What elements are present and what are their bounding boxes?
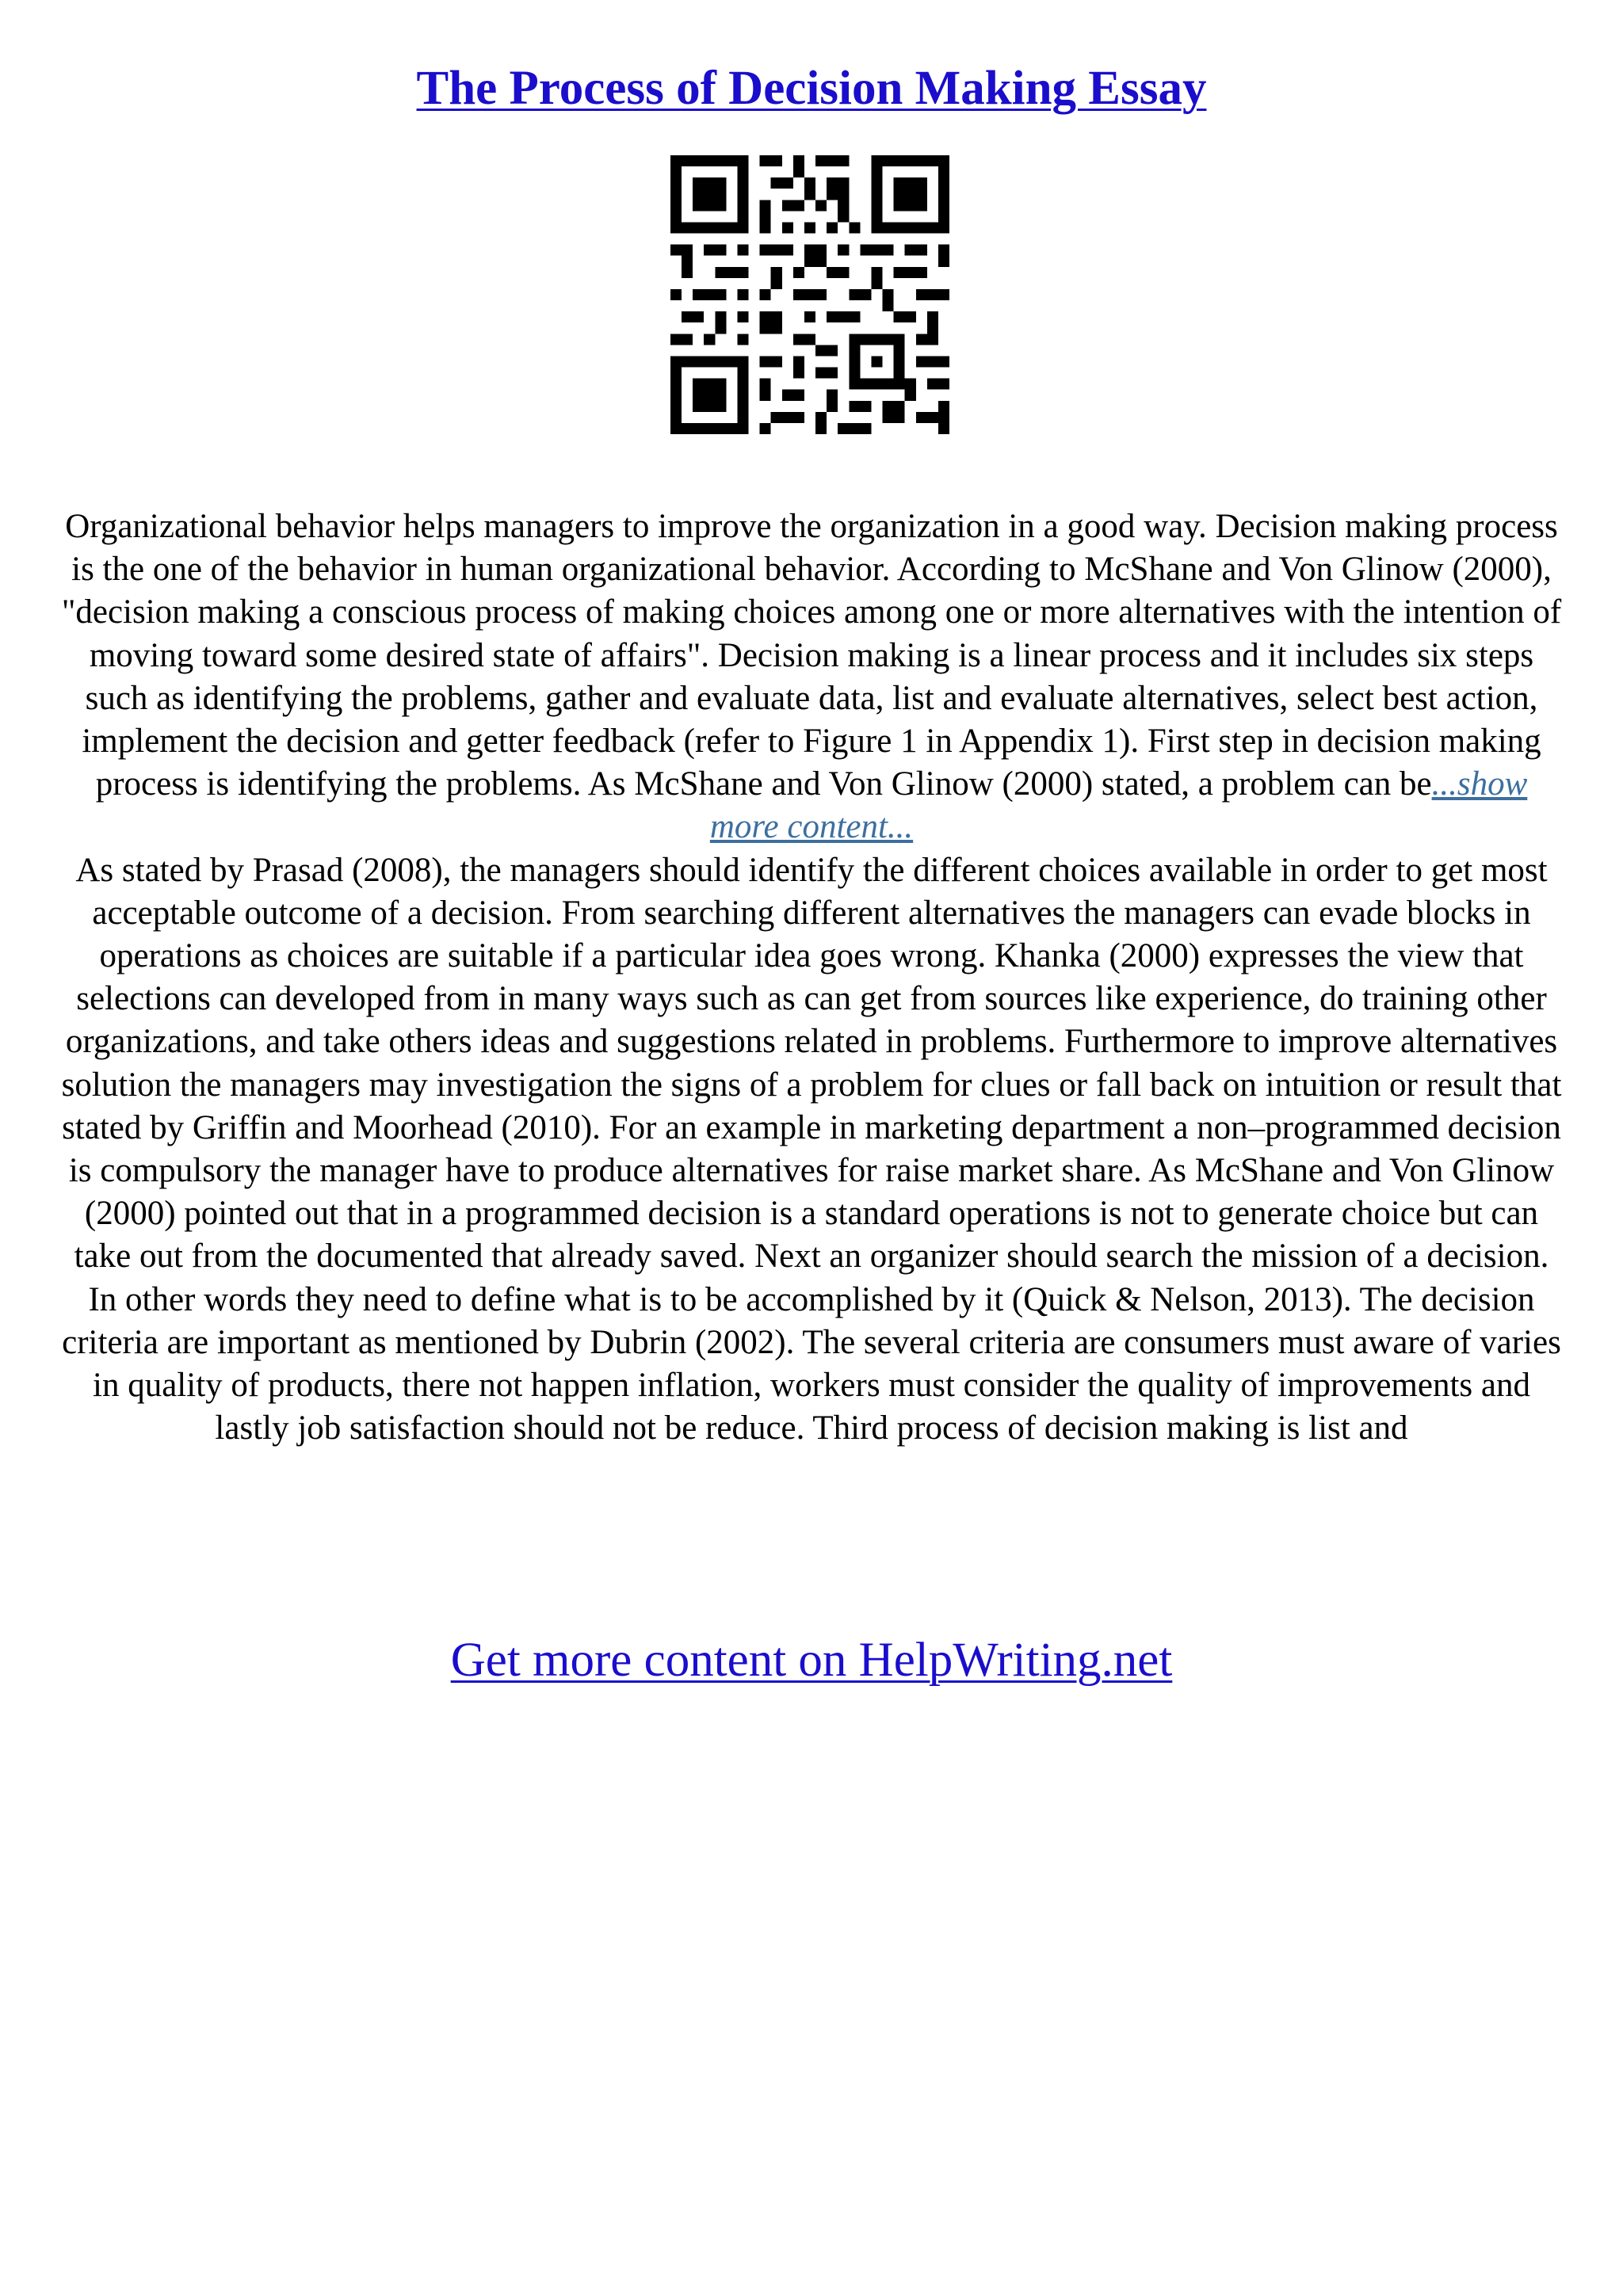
footer: [0, 1630, 1623, 1691]
get-more-content-link[interactable]: Get more content on HelpWriting.net: [450, 1634, 1173, 1687]
essay-excerpt: [57, 505, 1566, 1450]
paragraph-1-text: Organizational behavior helps managers to improve the organization in a good way. Decision making process is the one of the behavior in human organizational behavior. According to McShane and Von Glinow (2000), "decision making a conscious process of making choices among one or more alternatives with the intention of moving toward some desired state of affairs". Decision making is a linear process and it includes six steps such as identifying the problems, gather and evaluate data, list and evaluate alternatives, select best action, implement the decision and getter feedback (refer to Figure 1 in Appendix 1). First step in decision making process is identifying the problems. As McShane and Von Glinow (2000) stated, a problem can be: [61, 508, 1562, 803]
paragraph-2: As stated by Prasad (2008), the managers should identify the different choices available in order to get most acceptable outcome of a decision. From searching different alternatives the managers can evade blocks in operations as choices are suitable if a particular idea goes wrong. Khanka (2000) expresses the view that selections can developed from in many ways such as can get from sources like experience, do training other organizations, and take others ideas and suggestions related in problems. Furthermore to improve alternatives solution the managers may investigation the signs of a problem for clues or fall back on intuition or result that stated by Griffin and Moorhead (2010). For an example in marketing department a non–programmed decision is compulsory the manager have to produce alternatives for raise market share. As McShane and Von Glinow (2000) pointed out that in a programmed decision is a standard operations is not to generate choice but can take out from the documented that already saved. Next an organizer should search the mission of a decision. In other words they need to define what is to be accomplished by it (Quick & Nelson, 2013). The decision criteria are important as mentioned by Dubrin (2002). The several criteria are consumers must aware of varies in quality of products, there not happen inflation, workers must consider the quality of improvements and lastly job satisfaction should not be reduce. Third process of decision making is list and: [61, 851, 1562, 1447]
show-more-link[interactable]: ...show more content...: [709, 765, 1528, 846]
page-title: [0, 59, 1623, 119]
qr-code-icon: [670, 155, 949, 434]
paragraph-1: [57, 505, 1566, 849]
title-link[interactable]: The Process of Decision Making Essay: [416, 62, 1207, 115]
